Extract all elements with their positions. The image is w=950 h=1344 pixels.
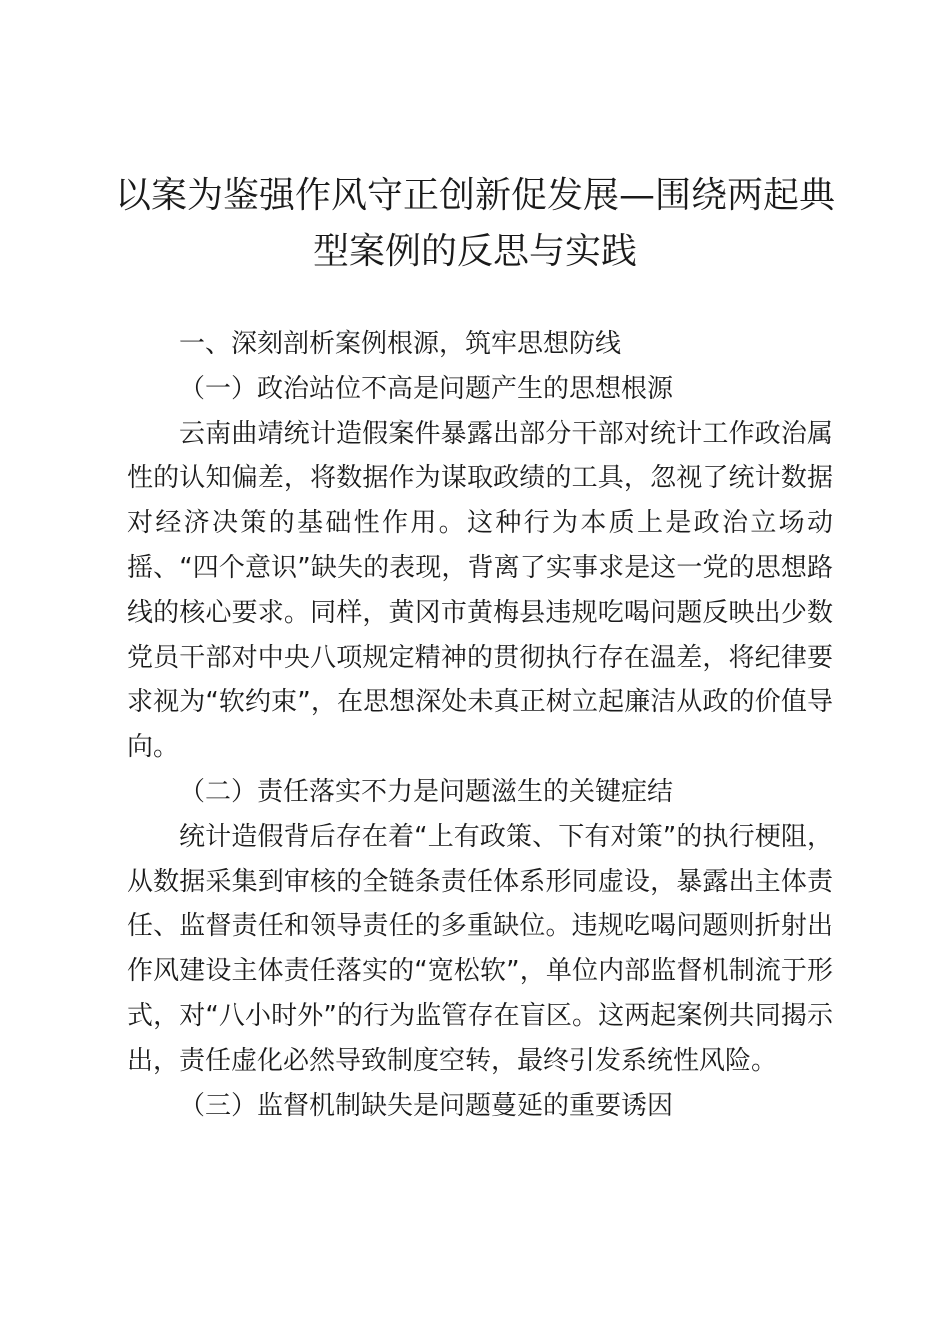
section-heading: 一、深刻剖析案例根源，筑牢思想防线 [179, 329, 622, 359]
body-paragraph: 云南曲靖统计造假案件暴露出部分干部对统计工作政治属性的认知偏差，将数据作为谋取政绩的工具，忽视了统计数据对经济决策的基础性作用。这种行为本质上是政治立场动摇、“四个意识”缺失的表现，背离了实事求是这一党的思想路线的核心要求。同样，黄冈市黄梅县违规吃喝问题反映出少数党员干部对中央八项规定精神的贯彻执行存在温差，将纪律要求视为“软约束”，在思想深处未真正树立起廉洁从政的价值导向。 [127, 418, 833, 763]
document-body [127, 322, 833, 1128]
subsection-heading: （二）责任落实不力是问题滋生的关键症结 [179, 776, 674, 807]
document-title: 以案为鉴强作风守正创新促发展—围绕两起典型案例的反思与实践 [114, 175, 835, 272]
subsection-heading: （三）监督机制缺失是问题蔓延的重要诱因 [179, 1090, 674, 1121]
body-paragraph: 统计造假背后存在着“上有政策、下有对策”的执行梗阻，从数据采集到审核的全链条责任体系形同虚设，暴露出主体责任、监督责任和领导责任的多重缺位。违规吃喝问题则折射出作风建设主体责任落实的“宽松软”，单位内部监督机制流于形式，对“八小时外”的行为监管存在盲区。这两起案例共同揭示出，责任虚化必然导致制度空转，最终引发系统性风险。 [127, 821, 833, 1076]
subsection-heading: （一）政治站位不高是问题产生的思想根源 [179, 373, 674, 404]
